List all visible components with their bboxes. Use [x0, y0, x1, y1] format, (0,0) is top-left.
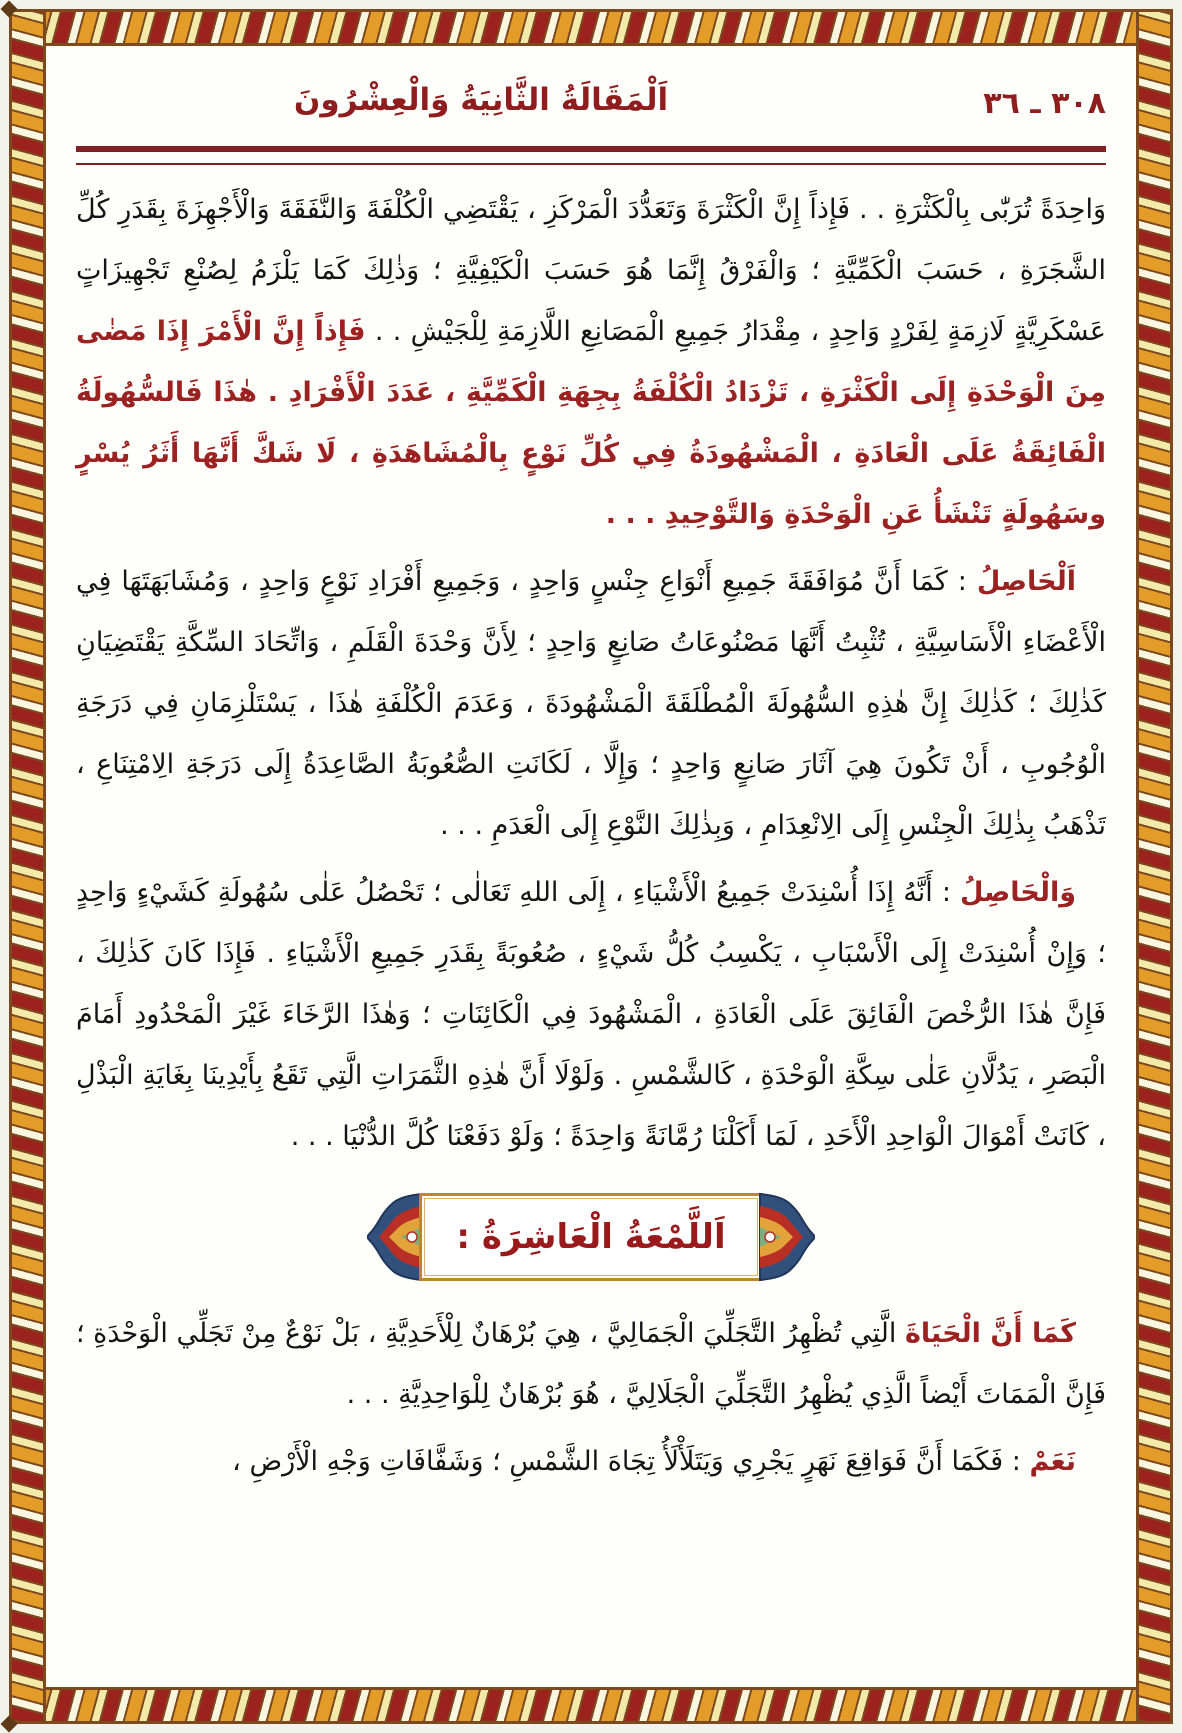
emphasis-text: وَالْحَاصِلُ	[960, 877, 1076, 909]
body-text: : فَكَمَا أَنَّ فَوَاقِعَ نَهَرٍ يَجْرِي وَيَتَلَأْلَأُ تِجَاهَ الشَّمْسِ ؛ وَشَفَّافَاتِ وَجْهِ الْأَرْضِ ،	[232, 1446, 1030, 1478]
section-title: اَللَّمْعَةُ الْعَاشِرَةُ :	[456, 1217, 726, 1258]
section-heading-ornament	[76, 1189, 1106, 1285]
ornamental-border-bottom	[9, 1687, 1173, 1724]
ornamental-border-left	[9, 9, 46, 1724]
body-text: : كَمَا أَنَّ مُوَافَقَةَ جَمِيعِ أَنْوَاعِ جِنْسٍ وَاحِدٍ ، وَجَمِيعِ أَفْرَادِ نَوْعٍ وَاحِدٍ ، وَمُشَابَهَتَهَا فِي الْأَعْضَاءِ الْأَسَاسِيَّةِ ، تُثْبِتُ أَنَّهَا مَصْنُوعَاتُ صَانِعٍ وَاحِدٍ ؛ لِأَنَّ وَحْدَةَ الْقَلَمِ ، وَاتِّحَادَ السِّكَّةِ يَقْتَضِيَانِ كَذٰلِكَ ؛ كَذٰلِكَ إِنَّ هٰذِهِ السُّهُولَةَ الْمُطْلَقَةَ الْمَشْهُودَةَ ، وَعَدَمَ الْكُلْفَةِ هٰذَا ، يَسْتَلْزِمَانِ فِي دَرَجَةِ الْوُجُوبِ ، أَنْ تَكُونَ هِيَ آثَارَ صَانِعٍ وَاحِدٍ ؛ وَإِلَّا ، لَكَانَتِ الصُّعُوبَةُ الصَّاعِدَةُ إِلَى دَرَجَةِ الِامْتِنَاعِ ، تَذْهَبُ بِذٰلِكَ الْجِنْسِ إِلَى الِانْعِدَامِ ، وَبِذٰلِكَ النَّوْعِ إِلَى الْعَدَمِ . . .	[76, 566, 1106, 842]
emphasis-text: فَإِذاً إِنَّ الْأَمْرَ إِذَا مَضٰى مِنَ الْوَحْدَةِ إِلَى الْكَثْرَةِ ، تَزْدَادُ الْكُلْفَةُ بِجِهَةِ الْكَمِّيَّةِ ، عَدَدَ الْأَفْرَادِ . هٰذَا فَالسُّهُولَةُ الْفَائِقَةُ عَلَى الْعَادَةِ ، الْمَشْهُودَةُ فِي كُلِّ نَوْعٍ بِالْمُشَاهَدَةِ ، لَا شَكَّ أَنَّهَا أَثَرُ يُسْرٍ وسَهُولَةٍ تَنْشَأُ عَنِ الْوَحْدَةِ وَالتَّوْحِيدِ . . .	[76, 316, 1106, 531]
paragraph	[76, 551, 1106, 856]
paragraph	[76, 1303, 1106, 1425]
arabesque-finial-right-icon	[759, 1189, 815, 1285]
body-text: الَّتِي تُظْهِرُ التَّجَلِّيَ الْجَمَالِيَّ ، هِيَ بُرْهَانٌ لِلْأَحَدِيَّةِ ، بَلْ نَوْعٌ مِنْ تَجَلِّي الْوَحْدَةِ ؛ فَإِنَّ الْمَمَاتَ أَيْضاً الَّذِي يُظْهِرُ التَّجَلِّيَ الْجَلَالِيَّ ، هُوَ بُرْهَانٌ لِلْوَاحِدِيَّةِ . . .	[76, 1318, 1106, 1411]
body-text: : أَنَّهُ إِذَا أُسْنِدَتْ جَمِيعُ الْأَشْيَاءِ ، إِلَى اللهِ تَعَالٰى ؛ تَحْصُلُ عَلٰى سُهُولَةِ كَشَيْءٍ وَاحِدٍ ؛ وَإِنْ أُسْنِدَتْ إِلَى الْأَسْبَابِ ، يَكْسِبُ كُلُّ شَيْءٍ ، صُعُوبَةً بِقَدَرِ جَمِيعِ الْأَشْيَاءِ . فَإِذَا كَانَ كَذٰلِكَ ، فَإِنَّ هٰذَا الرُّخْصَ الْفَائِقَ عَلَى الْعَادَةِ ، الْمَشْهُودَ فِي الْكَائِنَاتِ ؛ وَهٰذَا الرَّخَاءَ غَيْرَ الْمَحْدُودِ أَمَامَ الْبَصَرِ ، يَدُلَّانِ عَلٰى سِكَّةِ الْوَحْدَةِ ، كَالشَّمْسِ . وَلَوْلَا أَنَّ هٰذِهِ الثَّمَرَاتِ الَّتِي تَقَعُ بِأَيْدِينَا بِغَايَةِ الْبَذْلِ ، كَانَتْ أَمْوَالَ الْوَاحِدِ الْأَحَدِ ، لَمَا أَكَلْنَا رُمَّانَةً وَاحِدَةً ؛ وَلَوْ دَفَعْنَا كُلَّ الدُّنْيَا . . .	[76, 877, 1106, 1153]
page-number: ٣٠٨ ـ ٣٦	[983, 86, 1106, 121]
paragraph	[76, 1431, 1106, 1492]
page-header	[76, 80, 1106, 136]
emphasis-text: اَلْحَاصِلُ	[976, 566, 1076, 598]
page-content-area	[46, 46, 1136, 1687]
page-title: اَلْمَقَالَةُ الثَّانِيَةُ وَالْعِشْرُونَ	[293, 82, 669, 118]
emphasis-text: نَعَمْ	[1029, 1446, 1076, 1478]
emphasis-text: كَمَا أَنَّ الْحَيَاةَ	[904, 1318, 1076, 1350]
header-double-rule	[76, 146, 1106, 165]
body-text: وَاحِدَةً تُرَبّٰى بِالْكَثْرَةِ . . فَإِذاً إِنَّ الْكَثْرَةَ وَتَعَدُّدَ الْمَرْكَزِ ، يَقْتَضِي الْكُلْفَةَ وَالنَّفَقَةَ وَالْأَجْهِزَةَ بِقَدَرِ كُلِّ الشَّجَرَةِ ، حَسَبَ الْكَمِّيَّةِ ؛ وَالْفَرْقُ إِنَّمَا هُوَ حَسَبَ الْكَيْفِيَّةِ ؛ وَذٰلِكَ كَمَا يَلْزَمُ لِصُنْعِ تَجْهِيزَاتٍ عَسْكَرِيَّةٍ لَازِمَةٍ لِفَرْدٍ وَاحِدٍ ، مِقْدَارُ جَمِيعِ الْمَصَانِعِ اللَّازِمَةِ لِلْجَيْشِ . .	[76, 194, 1106, 348]
body-text-column-lower	[76, 1303, 1106, 1492]
body-text-column-upper	[76, 179, 1106, 1167]
paragraph	[76, 179, 1106, 545]
ornamental-border-right	[1136, 9, 1173, 1724]
arabesque-finial-left-icon	[367, 1189, 423, 1285]
ornamental-border-top	[9, 9, 1173, 46]
ornament-frame	[419, 1193, 762, 1281]
paragraph	[76, 862, 1106, 1167]
